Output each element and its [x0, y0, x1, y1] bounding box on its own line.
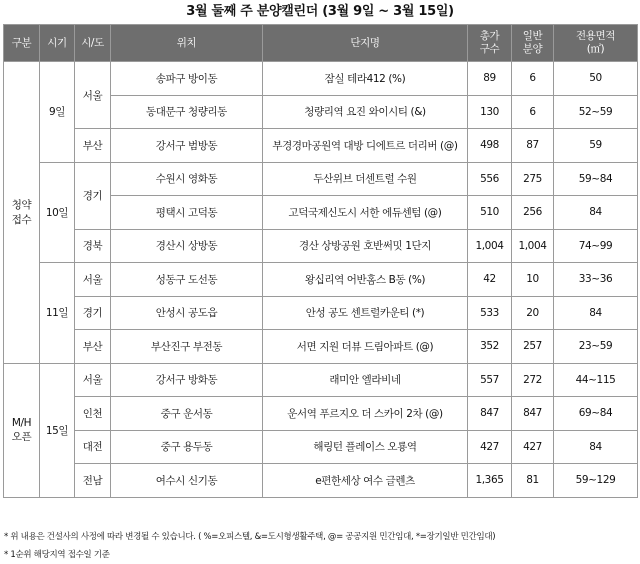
total-units-cell: 557 [468, 363, 512, 397]
total-units-cell: 1,365 [468, 464, 512, 498]
area-cell: 74~99 [554, 229, 638, 263]
location-cell: 경산시 상방동 [111, 229, 263, 263]
region-cell: 경기 [75, 162, 111, 229]
region-cell: 대전 [75, 430, 111, 464]
table-row [4, 430, 638, 464]
total-units-cell: 498 [468, 129, 512, 163]
area-cell: 33~36 [554, 263, 638, 297]
total-units-cell: 352 [468, 330, 512, 364]
header-exclusive-area [554, 25, 638, 62]
area-cell: 59~84 [554, 162, 638, 196]
table-row [4, 296, 638, 330]
header-general-sale-line2: 분양 [522, 43, 543, 55]
region-cell: 서울 [75, 263, 111, 297]
header-category: 구분 [4, 25, 40, 62]
complex-name-cell: 부경경마공원역 대방 디에트르 더리버 (@) [263, 129, 468, 163]
table-row [4, 263, 638, 297]
header-date: 시기 [40, 25, 75, 62]
complex-name-cell: e편한세상 여수 글렌츠 [263, 464, 468, 498]
location-cell: 부산진구 부전동 [111, 330, 263, 364]
table-row [4, 363, 638, 397]
complex-name-cell: 해링턴 플레이스 오룡역 [263, 430, 468, 464]
area-cell: 59~129 [554, 464, 638, 498]
group-model-house [4, 363, 40, 497]
header-total-units-line1: 총가 [479, 30, 500, 42]
complex-name-cell: 청량리역 요진 와이시티 (&) [263, 95, 468, 129]
header-area-line1: 전용면적 [576, 30, 615, 42]
general-sale-cell: 275 [512, 162, 554, 196]
footnote-first-priority: * 1순위 해당지역 접수일 기준 [4, 550, 110, 560]
header-general-sale [512, 25, 554, 62]
location-cell: 평택시 고덕동 [111, 196, 263, 230]
location-cell: 성동구 도선동 [111, 263, 263, 297]
table-row [4, 162, 638, 196]
location-cell: 여수시 신기동 [111, 464, 263, 498]
general-sale-cell: 1,004 [512, 229, 554, 263]
total-units-cell: 89 [468, 62, 512, 96]
header-row [4, 25, 638, 62]
general-sale-cell: 81 [512, 464, 554, 498]
area-cell: 69~84 [554, 397, 638, 431]
region-cell: 전남 [75, 464, 111, 498]
region-cell: 부산 [75, 129, 111, 163]
general-sale-cell: 427 [512, 430, 554, 464]
location-cell: 중구 운서동 [111, 397, 263, 431]
general-sale-cell: 847 [512, 397, 554, 431]
complex-name-cell: 운서역 푸르지오 더 스카이 2차 (@) [263, 397, 468, 431]
total-units-cell: 427 [468, 430, 512, 464]
total-units-cell: 42 [468, 263, 512, 297]
total-units-cell: 556 [468, 162, 512, 196]
location-cell: 수원시 영화동 [111, 162, 263, 196]
area-cell: 84 [554, 430, 638, 464]
complex-name-cell: 잠실 테라412 (%) [263, 62, 468, 96]
header-total-units [468, 25, 512, 62]
header-location: 위치 [111, 25, 263, 62]
header-complex-name: 단지명 [263, 25, 468, 62]
date-cell: 11일 [40, 263, 75, 364]
table-row [4, 129, 638, 163]
date-cell: 9일 [40, 62, 75, 163]
group-subscription [4, 62, 40, 364]
complex-name-cell: 두산위브 더센트럴 수원 [263, 162, 468, 196]
header-general-sale-line1: 일반 [522, 30, 543, 42]
header-region: 시/도 [75, 25, 111, 62]
location-cell: 강서구 방화동 [111, 363, 263, 397]
area-cell: 50 [554, 62, 638, 96]
location-cell: 중구 용두동 [111, 430, 263, 464]
region-cell: 부산 [75, 330, 111, 364]
table-row [4, 330, 638, 364]
total-units-cell: 847 [468, 397, 512, 431]
location-cell: 송파구 방이동 [111, 62, 263, 96]
area-cell: 84 [554, 196, 638, 230]
area-cell: 52~59 [554, 95, 638, 129]
footnote-change-notice: * 위 내용은 건설사의 사정에 따라 변경될 수 있습니다. ( %=오피스텔, &=도시형생활주택, @= 공공지원 민간임대, *=장기일반 민간임대) [4, 532, 496, 542]
location-cell: 안성시 공도읍 [111, 296, 263, 330]
total-units-cell: 533 [468, 296, 512, 330]
group-model-house-line1: M/H [11, 416, 32, 429]
general-sale-cell: 6 [512, 95, 554, 129]
complex-name-cell: 경산 상방공원 호반써밋 1단지 [263, 229, 468, 263]
table-row [4, 464, 638, 498]
header-total-units-line2: 구수 [479, 43, 500, 55]
general-sale-cell: 6 [512, 62, 554, 96]
header-area-line2: (㎡) [586, 43, 605, 55]
table-row [4, 229, 638, 263]
general-sale-cell: 257 [512, 330, 554, 364]
region-cell: 서울 [75, 62, 111, 129]
general-sale-cell: 87 [512, 129, 554, 163]
total-units-cell: 130 [468, 95, 512, 129]
location-cell: 동대문구 청량리동 [111, 95, 263, 129]
date-cell: 15일 [40, 363, 75, 497]
location-cell: 강서구 범방동 [111, 129, 263, 163]
total-units-cell: 510 [468, 196, 512, 230]
total-units-cell: 1,004 [468, 229, 512, 263]
area-cell: 23~59 [554, 330, 638, 364]
region-cell: 서울 [75, 363, 111, 397]
general-sale-cell: 272 [512, 363, 554, 397]
group-model-house-line2: 오픈 [11, 430, 32, 443]
area-cell: 59 [554, 129, 638, 163]
complex-name-cell: 서면 지원 더뷰 드림아파트 (@) [263, 330, 468, 364]
table-row [4, 62, 638, 96]
table-row [4, 397, 638, 431]
group-subscription-line2: 접수 [11, 214, 32, 227]
complex-name-cell: 왕십리역 어반홈스 B동 (%) [263, 263, 468, 297]
general-sale-cell: 256 [512, 196, 554, 230]
complex-name-cell: 안성 공도 센트럴카운티 (*) [263, 296, 468, 330]
group-subscription-line1: 청약 [11, 199, 32, 212]
complex-name-cell: 래미안 엘라비네 [263, 363, 468, 397]
region-cell: 인천 [75, 397, 111, 431]
page-title: 3월 둘째 주 분양캘린더 (3월 9일 ~ 3월 15일) [186, 4, 454, 19]
date-cell: 10일 [40, 162, 75, 263]
subscription-calendar-table [3, 24, 638, 498]
area-cell: 44~115 [554, 363, 638, 397]
area-cell: 84 [554, 296, 638, 330]
general-sale-cell: 10 [512, 263, 554, 297]
region-cell: 경기 [75, 296, 111, 330]
region-cell: 경북 [75, 229, 111, 263]
general-sale-cell: 20 [512, 296, 554, 330]
complex-name-cell: 고덕국제신도시 서한 에듀센텀 (@) [263, 196, 468, 230]
